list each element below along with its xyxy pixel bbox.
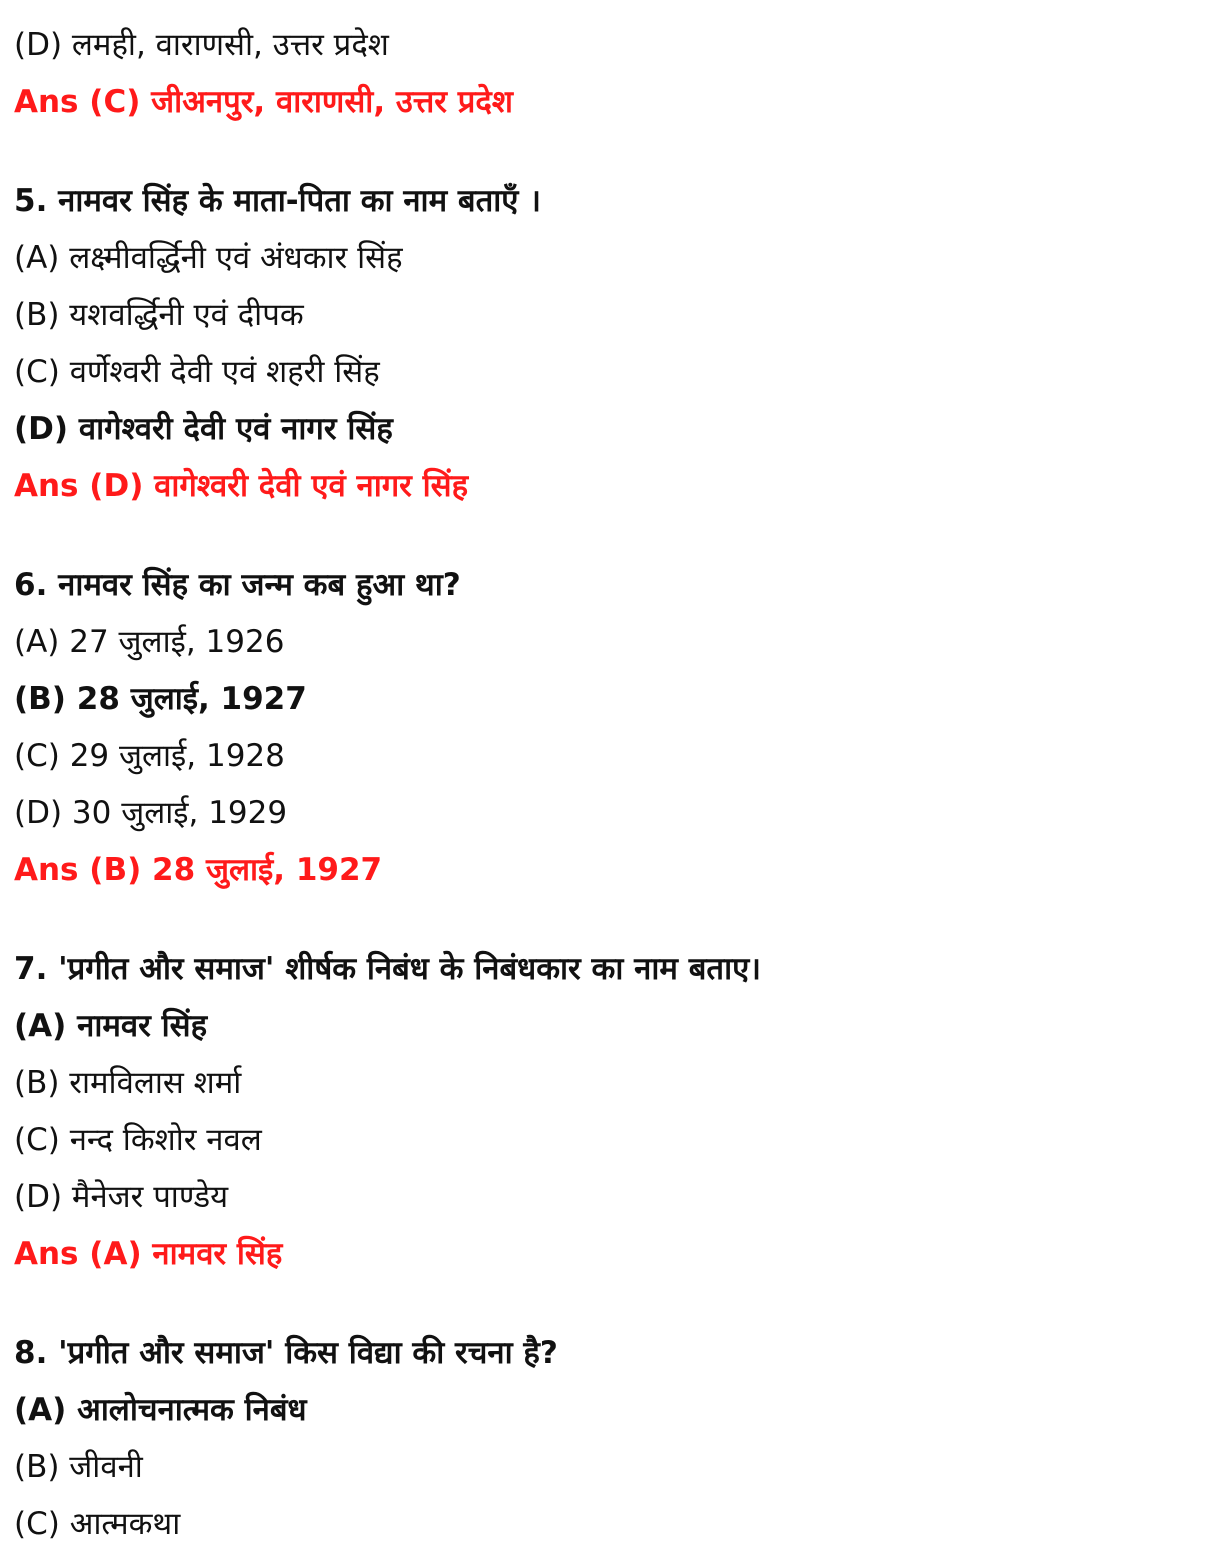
correct-option-line: (D) वागेश्वरी देवी एवं नागर सिंह xyxy=(14,411,393,447)
answer-line: Ans (D) वागेश्वरी देवी एवं नागर सिंह xyxy=(14,468,469,504)
option-line: (C) 29 जुलाई, 1928 xyxy=(14,738,285,774)
correct-option-line: (B) 28 जुलाई, 1927 xyxy=(14,681,307,717)
question-line: 8. 'प्रगीत और समाज' किस विद्या की रचना है? xyxy=(14,1335,558,1371)
option-line: (D) 30 जुलाई, 1929 xyxy=(14,795,288,831)
answer-line: Ans (B) 28 जुलाई, 1927 xyxy=(14,852,383,888)
option-line: (B) जीवनी xyxy=(14,1449,143,1485)
correct-option-line: (A) नामवर सिंह xyxy=(14,1008,208,1044)
option-line: (C) नन्द किशोर नवल xyxy=(14,1122,262,1158)
answer-line: Ans (A) नामवर सिंह xyxy=(14,1236,283,1272)
question-line: 5. नामवर सिंह के माता-पिता का नाम बताएँ । xyxy=(14,183,541,219)
option-line: (A) लक्ष्मीवर्द्धिनी एवं अंधकार सिंह xyxy=(14,240,403,276)
option-line: (D) लमही, वाराणसी, उत्तर प्रदेश xyxy=(14,27,389,63)
correct-option-line: (A) आलोचनात्मक निबंध xyxy=(14,1392,307,1428)
option-line: (A) 27 जुलाई, 1926 xyxy=(14,624,285,660)
answer-line: Ans (C) जीअनपुर, वाराणसी, उत्तर प्रदेश xyxy=(14,84,513,120)
option-line: (B) रामविलास शर्मा xyxy=(14,1065,242,1101)
option-line: (C) वर्णेश्वरी देवी एवं शहरी सिंह xyxy=(14,354,380,390)
question-line: 7. 'प्रगीत और समाज' शीर्षक निबंध के निबंधकार का नाम बताए। xyxy=(14,951,762,987)
option-line: (D) मैनेजर पाण्डेय xyxy=(14,1179,229,1215)
question-line: 6. नामवर सिंह का जन्म कब हुआ था? xyxy=(14,567,461,603)
option-line: (B) यशवर्द्धिनी एवं दीपक xyxy=(14,297,304,333)
option-line: (C) आत्मकथा xyxy=(14,1506,181,1542)
